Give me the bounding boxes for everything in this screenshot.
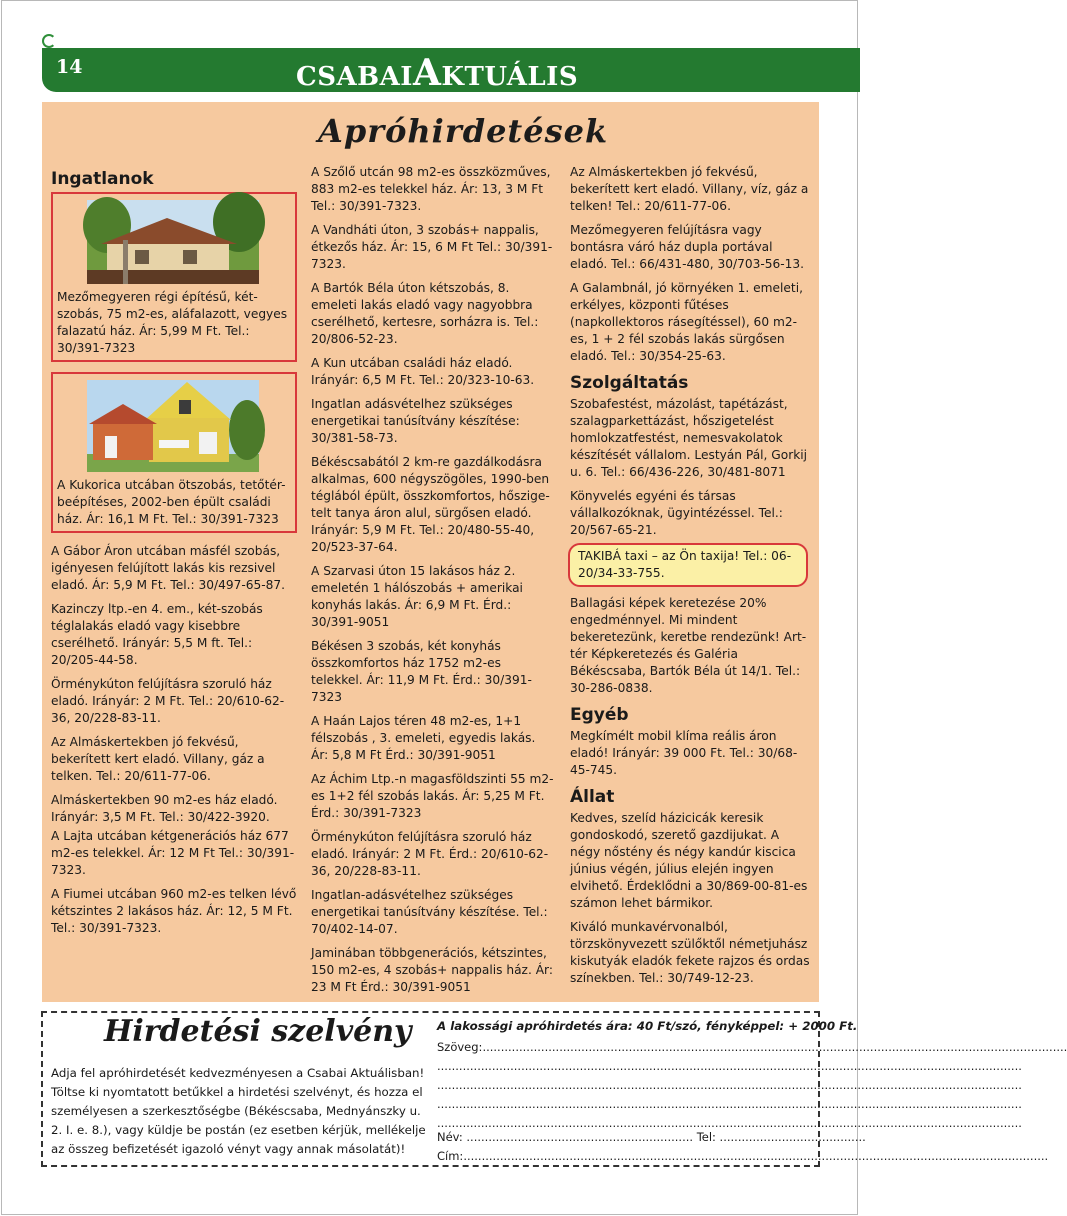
classified-ad: A Kun utcában családi ház eladó. Irányár: 6,5 M Ft. Tel.: 20/323-10-63. <box>311 356 535 387</box>
photo-ad-box-2 <box>51 372 297 533</box>
taxi-ad-text: TAKIBÁ taxi – az Ön taxija! Tel.: 06-20/34-33-755. <box>578 549 792 580</box>
column-3 <box>570 164 812 994</box>
classified-ad: Az Almáskertekben jó fekvésű, bekerített kert eladó. Villany, gáz a telken. Tel.: 20/611-77-06. <box>51 735 265 783</box>
dotted-fill-line: ................................................................................................................................................................ <box>463 1149 1049 1163</box>
classified-ad: A Vandháti úton, 3 szobás+ nappalis, étkezős ház. Ár: 15, 6 M Ft Tel.: 30/391-7323. <box>311 223 553 271</box>
service-ad: Könyvelés egyéni és társas vállalkozóknak, ügyintézéssel. Tel.: 20/567-65-21. <box>570 489 783 537</box>
coupon-blank-line <box>437 1116 1022 1130</box>
classified-ad: A Gábor Áron utcában másfél szobás, igényesen felújított lakás kis rezsivel eladó. Ár: 5,9 M Ft. Tel.: 30/497-65-87. <box>51 544 286 592</box>
dotted-fill-line: ........................................ <box>715 1130 866 1144</box>
taxi-ad-box <box>568 543 808 587</box>
swirl-ornament-icon <box>42 34 56 48</box>
classified-ad: Békéscsabától 2 km-re gazdálkodásra alkalmas, 600 négyszögöles, 1990-ben téglából épült, összkomfortos, hőszige-telt tanya áron alul, sürgősen eladó. Irányár: 5,9 M Ft. Tel.: 20/480-55-40, 20/523-37-64. <box>311 455 550 554</box>
animal-ad: Kiváló munkavérvonalból, törzskönyvezett szülőktől németjuhász kiskutyák eladók fekete rajzos és ordas színekben. Tel.: 30/749-12-23. <box>570 920 810 985</box>
coupon-blank-line <box>437 1059 1022 1073</box>
house-photo-2-drawing <box>87 380 259 472</box>
dotted-fill-line: ................................................................................................................................................................ <box>437 1059 1022 1073</box>
photo-ad-box-1 <box>51 192 297 362</box>
animal-ad: Kedves, szelíd házicicák keresik gondoskodó, szerető gazdijukat. A négy nőstény és négy kandúr kiscica június végén, július elején ingyen elvihető. Érdeklődni a 30/869-00-81-es számon lehet bármikor. <box>570 811 808 910</box>
classified-ad: Ingatlan adásvételhez szükséges energetikai tanúsítvány készítése: 30/381-58-73. <box>311 397 520 445</box>
classified-ad: Az Áchim Ltp.-n magasföldszinti 55 m2-es 1+2 fél szobás lakás. Ár: 5,25 M Ft. Érd.: 30/391-7323 <box>311 772 554 820</box>
heading-services: Szolgáltatás <box>570 373 689 393</box>
photo-ad-text-2: A Kukorica utcában ötszobás, tetőtér-beépítéses, 2002-ben épült családi ház. Ár: 16,1 M Ft. Tel.: 30/391-7323 <box>57 478 286 526</box>
classified-ad: Az Almáskertekben jó fekvésű, bekerített kert eladó. Villany, víz, gáz a telken! Tel.: 20/611-77-06. <box>570 165 809 213</box>
magazine-title-big-letter: A <box>412 52 442 94</box>
photo-ad-text-1: Mezőmegyeren régi építésű, két-szobás, 75 m2-es, aláfalazott, vegyes falazatú ház. Ár: 5,99 M Ft. Tel.: 30/391-7323 <box>57 290 288 355</box>
coupon-phone-label: Tel: <box>696 1130 716 1144</box>
classified-ad: A Lajta utcában kétgenerációs ház 677 m2-es telekkel. Ár: 12 M Ft Tel.: 30/391-7323. <box>51 829 295 877</box>
dotted-fill-line: ................................................................................................................................................................ <box>437 1097 1022 1111</box>
classified-ad: Örménykúton felújításra szoruló ház eladó. Irányár: 2 M Ft. Érd.: 20/610-62-36, 20/228-83-11. <box>311 830 549 878</box>
column-1 <box>51 166 297 944</box>
classified-ad: Békésen 3 szobás, két konyhás összkomfortos ház 1752 m2-es telekkel. Ár: 11,9 M Ft. Érd.: 30/391-7323 <box>311 639 532 704</box>
classified-ad: Mezőmegyeren felújításra vagy bontásra váró ház dupla portával eladó. Tel.: 66/431-480, 30/703-56-13. <box>570 223 805 271</box>
coupon-address-line <box>437 1149 1049 1163</box>
heading-real-estate: Ingatlanok <box>51 169 154 189</box>
coupon-instructions: Adja fel apróhirdetését kedvezményesen a Csabai Aktuálisban! Töltse ki nyomtatott betűkkel a hirdetési szelvényt, és hozza el személyesen a szerkesztőségbe (Békéscsaba, Mednyánszky u. 2. I. e. 8.), vagy küldje be postán (ez esetben kérjük, mellékelje az összeg befizetését igazoló vényt vagy annak másolatát)! <box>51 1066 426 1156</box>
dotted-fill-line: ................................................................................................................................................................ <box>437 1078 1022 1092</box>
house-photo-1 <box>87 200 259 284</box>
classified-ad: A Bartók Béla úton kétszobás, 8. emeleti lakás eladó vagy nagyobbra cserélhető, kertesre, sorházra is. Tel.: 20/806-52-23. <box>311 281 539 346</box>
dotted-fill-line: ................................................................................................................................................................ <box>482 1040 1067 1054</box>
coupon-text-field-line <box>437 1040 1067 1054</box>
magazine-title-part1: CSABAI <box>296 62 413 92</box>
classified-ad: Jaminában többgenerációs, kétszintes, 150 m2-es, 4 szobás+ nappalis ház. Ár: 23 M Ft Érd.: 30/391-9051 <box>311 946 553 994</box>
service-ad: Szobafestést, mázolást, tapétázást, szalagparkettázást, hőszigetelést homlokzatfestést, nemesvakolatok készítését vállalom. Lestyán Pál, Gorkij u. 6. Tel.: 66/436-226, 30/481-8071 <box>570 397 808 479</box>
classified-ad: Ingatlan-adásvételhez szükséges energetikai tanúsítvány készítése. Tel.: 70/402-14-07. <box>311 888 548 936</box>
classified-ad: A Haán Lajos téren 48 m2-es, 1+1 félszobás , 3. emeleti, egyedis lakás. Ár: 5,8 M Ft Érd.: 30/391-9051 <box>311 714 536 762</box>
coupon-price: A lakossági apróhirdetés ára: 40 Ft/szó, fényképpel: + 2000 Ft. <box>437 1019 858 1033</box>
gallery-ad: Ballagási képek keretezése 20% engedménnyel. Mi mindent bekeretezünk, keretbe rendezünk! Art-tér Képkeretezés és Galéria Békéscsaba, Bartók Béla út 14/1. Tel.: 30-286-0838. <box>570 596 807 695</box>
classified-ad: A Szarvasi úton 15 lakásos ház 2. emeletén 1 hálószobás + amerikai konyhás lakás. Ár: 6,9 M Ft. Érd.: 30/391-9051 <box>311 564 523 629</box>
column-2 <box>311 164 555 1003</box>
coupon-blank-line <box>437 1097 1022 1111</box>
dotted-fill-line: .............................................................. <box>462 1130 697 1144</box>
house-photo-1-drawing <box>87 200 259 284</box>
page-number: 14 <box>56 56 83 78</box>
dotted-fill-line: ................................................................................................................................................................ <box>437 1116 1022 1130</box>
coupon-title: Hirdetési szelvény <box>104 1014 412 1049</box>
classified-ad: A Szőlő utcán 98 m2-es összközműves, 883 m2-es telekkel ház. Ár: 13, 3 M Ft Tel.: 30/391-7323. <box>311 165 551 213</box>
classified-ad: Kazinczy ltp.-en 4. em., két-szobás téglalakás eladó vagy kisebbre cserélhető. Irányár: 5,5 M ft. Tel.: 20/205-44-58. <box>51 602 263 667</box>
coupon-blank-line <box>437 1078 1022 1092</box>
house-photo-2 <box>87 380 259 472</box>
classified-ad: Örménykúton felújításra szoruló ház eladó. Irányár: 2 M Ft. Tel.: 20/610-62-36, 20/228-83-11. <box>51 677 285 725</box>
classified-ad: Almáskertekben 90 m2-es ház eladó. Irányár: 3,5 M Ft. Tel.: 30/422-3920. <box>51 793 278 824</box>
classified-ad: A Galambnál, jó környéken 1. emeleti, erkélyes, központi fűtéses (napkollektoros rásegítéssel), 60 m2-es, 1 + 2 fél szobás lakás sürgősen eladó. Tel.: 30/354-25-63. <box>570 281 803 363</box>
coupon-address-label: Cím: <box>437 1149 464 1163</box>
classified-ad: A Fiumei utcában 960 m2-es telken lévő kétszintes 2 lakásos ház. Ár: 12, 5 M Ft. Tel.: 30/391-7323. <box>51 887 297 935</box>
section-title: Apróhirdetések <box>318 112 609 150</box>
magazine-title <box>296 52 578 94</box>
heading-other: Egyéb <box>570 705 629 725</box>
heading-animals: Állat <box>570 787 615 807</box>
other-ad: Megkímélt mobil klíma reális áron eladó! Irányár: 39 000 Ft. Tel.: 30/68-45-745. <box>570 729 798 777</box>
coupon-name-phone-line <box>437 1130 866 1144</box>
coupon-name-label: Név: <box>437 1130 463 1144</box>
coupon-text-label: Szöveg: <box>437 1040 483 1054</box>
magazine-title-part2: KTUÁLIS <box>441 62 579 92</box>
